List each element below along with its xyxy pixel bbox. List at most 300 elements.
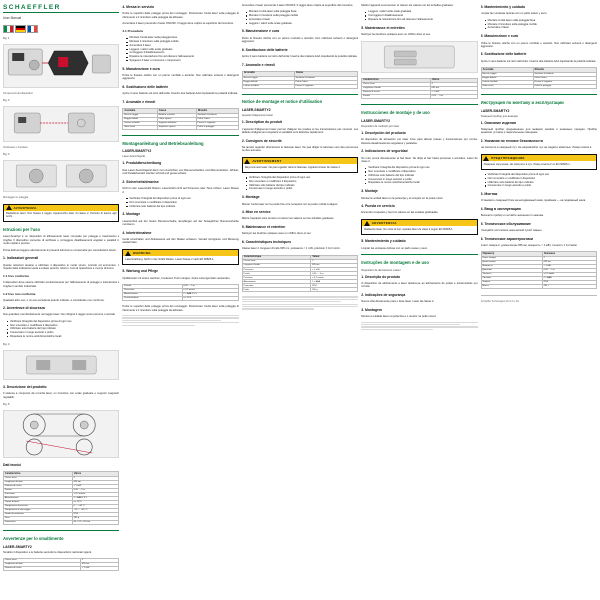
table-cell: Portée <box>242 272 311 276</box>
table-header-cell: Valore <box>72 472 119 477</box>
green-divider-5 <box>361 254 477 255</box>
warning-label-ru: ПРЕДУПРЕЖДЕНИЕ <box>491 156 525 161</box>
pt-title: Instruções de montagem e de uso <box>361 259 429 265</box>
list-item: Verificare l'integrità del dispositivo prima di ogni uso <box>126 197 238 200</box>
table-cell: Nessun raggio <box>481 72 533 76</box>
fault-table <box>122 108 238 130</box>
fr-title: Notice de montage et notice d'utilisation <box>241 99 323 105</box>
table-cell: Longueur d'onde <box>242 264 311 268</box>
col4-table <box>361 78 477 100</box>
table-cell: 2 <box>311 260 358 264</box>
warning-text-fr: Rayonnement laser. Ne pas regarder dans le faisceau. Appareil à laser de classe 2. <box>244 165 341 169</box>
safety-bullet-list <box>3 320 119 339</box>
table-cell: Alimentation <box>242 280 311 284</box>
ru-section-title-6: 6. Технические характеристики <box>480 236 533 241</box>
col5-maint-title: 5. Manutenzione e cura <box>480 34 518 39</box>
laser-receiver-illustration <box>4 107 118 141</box>
ru-section-title-2: 2. Указания по технике безопасности <box>480 138 543 143</box>
table-cell: Precisione <box>4 493 73 497</box>
table-header-cell: Valore <box>430 78 477 83</box>
list-item: Leggere i valori sulle scale graduate <box>126 48 238 51</box>
list-item: Utilizzare solo batterie del tipo indicato <box>365 174 477 177</box>
warning-triangle-icon <box>483 156 489 161</box>
table-cell: Sostituire le batterie <box>533 72 596 76</box>
footer-text: Schaeffler Technologies AG & Co. KG <box>480 300 520 303</box>
table-cell: ± 0,2 mm/m <box>72 493 119 497</box>
table-cell: 0,05 … 5 м <box>542 269 596 273</box>
fr-section-body-6: Classe laser 2, longueur d'onde 635 nm, puissance < 1 mW, précision ± 0,2 mm/m. <box>241 247 341 251</box>
table-cell: 290 g <box>311 288 358 292</box>
es-section-title-1: 1. Descripción del producto <box>361 130 406 135</box>
col3-maint-text: Pulire le finestre ottiche con un panno morbido e asciutto. Non utilizzare solventi o detergenti aggressivi. <box>241 36 359 44</box>
warning-box-fr <box>242 157 358 172</box>
list-item: Rispettare le norme antinfortunistiche locali <box>365 181 477 184</box>
de-section-title-3: 3. Montage <box>122 212 141 217</box>
ru-tech-table <box>481 251 597 289</box>
figure-4 <box>3 350 119 380</box>
table-cell: Ottica sporca <box>157 117 196 121</box>
col4-lead-paragraph: Mettre l'appareil sous tension et relever les valeurs sur les échelles graduées. <box>361 4 454 7</box>
list-item: Spegnere il laser e rimuovere i componenti <box>126 59 238 62</box>
col5-top-title: 5. Mantenimiento y cuidado <box>480 5 526 9</box>
magnet-adjust-illustration <box>4 351 118 379</box>
table-cell: 290 g <box>72 517 119 521</box>
list-item: Verificare l'integrità del dispositivo prima di ogni uso <box>7 320 119 323</box>
es-section-title-5: 5. Mantenimiento y cuidado <box>361 239 406 244</box>
list-item: Accendere il laser <box>485 26 597 29</box>
ru-section-title-3: 3. Монтаж <box>480 192 498 196</box>
col5-battery-text: Aprire il vano batterie sul retro dell'unità. Inserire due batterie AAA rispettando la polarità indicata. <box>480 59 597 63</box>
brand-logo: SCHAEFFLER <box>3 4 119 13</box>
disposal-heading: Avvertenze per lo smaltimento <box>3 535 64 541</box>
fr-section-body-2: Ne jamais regarder directement le faisceau laser. Ne pas diriger le faisceau vers des personnes ou des animaux. <box>241 145 359 153</box>
col2-steps-list <box>122 36 238 62</box>
table-cell: Valori errati <box>123 125 157 129</box>
de-section-title-2: 2. Sicherheitshinweise <box>122 179 159 184</box>
table-cell: Classe laser <box>242 260 311 264</box>
pt-section-title-2: 2. Indicações de segurança <box>361 292 406 297</box>
table-cell: Portata <box>4 489 73 493</box>
list-item: Ripetere la misurazione fino ad ottenere l'allineamento <box>365 18 477 21</box>
table-row <box>242 84 357 88</box>
list-item: Montare il ricevitore sulla puleggia mobile <box>246 14 358 17</box>
language-flags <box>3 25 119 33</box>
table-cell: Sostituire le batterie <box>294 76 357 80</box>
subsection-title-5: 3. Descrizione del prodotto <box>3 384 47 389</box>
warning-text-de: Laserstrahlung. Nicht in den Strahl blicken. Laser Klasse 2 nach EN 60825-1. <box>125 257 215 261</box>
figure-5 <box>3 410 119 458</box>
table-cell: 635 нм <box>542 261 596 265</box>
col2-top-heading: 4. Messa in servizio <box>122 5 155 9</box>
list-item: Accendere il laser <box>246 18 358 21</box>
list-item: Montare l'unità laser sulla puleggia fissa <box>485 19 597 22</box>
col4-maint-title: 5. Maintenance et entretien <box>361 25 405 30</box>
de-section-title-4: 4. Inbetriebnahme <box>122 230 152 235</box>
fr-section-title-3: 3. Montage <box>241 195 260 200</box>
pulley-alignment-illustration <box>4 411 118 457</box>
table-cell: Fissare il supporto <box>294 84 357 88</box>
column-2 <box>122 4 238 597</box>
table-cell: 0 … +45 °C <box>72 505 119 509</box>
warning-header-es <box>362 220 476 226</box>
col2-note-text: Pulire le finestre ottiche con un panno morbido e asciutto. Non utilizzare solventi o detergenti aggressivi. <box>122 73 239 81</box>
table-cell: Lunghezza d'onda <box>362 87 431 91</box>
product-code-it: LASER-SMARTY2 <box>3 544 32 549</box>
col2-steps-title: 4.1 Procedura <box>122 29 143 34</box>
column-5 <box>481 4 597 597</box>
table-cell: Batterie scariche <box>157 113 196 117</box>
list-item: Non smontare o modificare il dispositivo <box>485 177 597 180</box>
table-cell: Диапазон <box>481 269 542 273</box>
table-cell: Grado di protezione <box>4 513 73 517</box>
table-cell: Fissare il supporto <box>196 121 238 125</box>
table-cell: 635 nm <box>311 264 358 268</box>
table-cell: Fissare il supporto <box>533 80 596 84</box>
fr-section-title-2: 2. Consignes de sécurité <box>241 138 282 143</box>
green-divider-3 <box>242 94 358 95</box>
list-item: Conservare in luogo asciutto e pulito <box>485 184 597 187</box>
ru-section-body-4: Включите прибор и считайте значения по шкалам. <box>480 214 544 218</box>
flag-fr-icon <box>27 25 38 33</box>
es-bullet-list <box>361 166 477 185</box>
warning-triangle-icon <box>244 159 250 164</box>
table-cell: Potenza di uscita <box>4 485 73 489</box>
ru-section-body-3: Установите лазерный блок на неподвижный шкив, приёмник — на подвижный шкив. <box>480 199 586 203</box>
table-cell: IP54 <box>542 281 596 285</box>
table-cell: IP54 <box>311 284 358 288</box>
subsection-title-1: 1. Indicazioni generali <box>3 256 39 261</box>
col2-paragraph-2: Accendere il laser premendo il tasto ON/OFF. Il raggio deve colpire la superficie del ricevitore. <box>122 22 234 26</box>
list-item: Leggere i valori sulle scale graduate <box>365 10 477 13</box>
list-item: Rispettare le norme antinfortunistiche locali <box>7 335 119 338</box>
fr-section-body-5: Nettoyer les fenêtres optiques avec un chiffon doux et sec. <box>241 232 312 236</box>
warning-text: Radiazione laser. Non fissare il raggio. Apparecchio laser di classe 2. Pericolo di lesioni agli occhi. <box>6 212 117 219</box>
table-header-cell: Anomalia <box>123 109 157 114</box>
table-row <box>4 567 119 571</box>
table-cell: Alimentazione <box>4 497 73 501</box>
table-header-cell: Rimedio <box>533 68 596 73</box>
warning-triangle-icon <box>6 205 12 210</box>
fr-section-title-5: 5. Maintenance et entretien <box>241 224 286 229</box>
warning-triangle-icon <box>125 251 131 256</box>
col2-closing-paragraph: Pulire le superfici delle pulegge prima del montaggio. Posizionare l'unità laser sulla puleggia di riferimento e il ricevitore sulla puleggia da allineare. <box>122 305 239 312</box>
fr-tech-table <box>242 255 358 293</box>
figure-2 <box>3 106 119 142</box>
table-cell: Pulire la puleggia <box>196 125 238 129</box>
table-cell: Lunghezza d'onda <box>4 481 73 485</box>
subsection-title-4: 2. Avvertenze di sicurezza <box>3 306 45 311</box>
subsection-body-1: Queste istruzioni aiutano a utilizzare il dispositivo in modo sicuro, corretto ed economico. Il rispetto delle indicazioni aiuta a evitare pericoli, ridurre i costi di riparazione e i tempi di fermo. <box>3 263 120 271</box>
table-row <box>481 285 596 289</box>
list-item: Non smontare o modificare il dispositivo <box>246 180 358 183</box>
col4-top-list <box>361 10 477 21</box>
de-section-body-5: Optikfenster mit einem weichen, trockenen Tuch reinigen. Keine Lösungsmittel verwenden. <box>122 276 231 280</box>
subsection-body-2: Il dispositivo deve essere utilizzato esclusivamente per l'allineamento di pulegge e trasmissioni a cinghia in ambito industriale. <box>3 281 120 288</box>
table-cell: −20 … +60 °C <box>72 509 119 513</box>
table-cell: Temperatura d'esercizio <box>4 505 73 509</box>
disposal-text: Smaltire il dispositivo e le batterie secondo le disposizioni nazionali vigenti. <box>3 550 92 554</box>
col3-lead-paragraph: Accendere il laser premendo il tasto ON/OFF. Il raggio deve colpire la superficie del ricevitore. <box>241 4 354 7</box>
figure-3 <box>3 160 119 192</box>
disposal-table <box>3 558 119 571</box>
table-cell: Lettura instabile <box>123 121 157 125</box>
table-cell: Potenza di uscita <box>4 567 81 571</box>
ru-section-body-5: Очищайте оптические окна мягкой сухой тканью. <box>480 229 543 233</box>
fr-section-body-4: Mettre l'appareil sous tension et relever les valeurs sur les échelles graduées. <box>241 217 335 221</box>
ru-section-body-2: Не смотрите в лазерный луч. Не направляйте луч на людей и животных. Лазер класса 2. <box>480 146 592 150</box>
ru-bullet-list <box>481 173 597 188</box>
list-item: Verificare l'integrità del dispositivo prima di ogni uso <box>365 166 477 169</box>
table-cell: 2 <box>542 257 596 261</box>
table-cell: Lettura instabile <box>242 84 294 88</box>
device-overview-illustration <box>4 45 118 87</box>
fr-bullet-list <box>242 176 358 191</box>
table-cell: Protection <box>242 284 311 288</box>
de-title: Montageanleitung und Betriebsanleitung <box>122 140 204 146</box>
col3-battery-text: Aprire il vano batterie sul retro dell'unità. Inserire due batterie AAA rispettando la polarità indicata. <box>241 55 358 59</box>
table-cell: ± 0,2 мм/м <box>542 273 596 277</box>
de-section-title-5: 5. Wartung und Pflege <box>122 269 159 274</box>
table-cell: Класс лазера <box>481 257 542 261</box>
de-tech-table <box>122 284 238 301</box>
table-cell: < 1 mW <box>430 91 477 95</box>
table-cell: ca. 20 h <box>182 297 238 301</box>
list-item: Correggere il disallineamento <box>126 51 238 54</box>
column-1 <box>3 4 119 597</box>
table-cell: Масса <box>481 285 542 289</box>
warning-box-de <box>122 249 238 264</box>
green-divider-2 <box>122 135 238 136</box>
table-cell: Длина волны <box>481 261 542 265</box>
figure-label-1: Fig. 1 <box>3 37 10 40</box>
column-3 <box>242 4 358 597</box>
ru-section-body-1: Лазерный прибор предназначен для выверки шкивов и ременных передач. Прибор выявляет угловое и параллельное смещение. <box>480 127 598 135</box>
col2-battery-text: Aprire il vano batterie sul retro dell'unità. Inserire due batterie AAA rispettando la polarità indicata. <box>122 92 238 96</box>
fr-section-title-6: 6. Caractéristiques techniques <box>241 239 291 244</box>
table-cell: Durata batterie <box>123 297 182 301</box>
list-item: Utilizzare solo batterie del tipo indicato <box>485 181 597 184</box>
warning-box-ru <box>481 154 597 169</box>
table-header-cell: Caratteristica <box>362 78 431 83</box>
es-subtitle: Dispositivo de medición por láser <box>361 124 400 128</box>
list-item: Conservare in luogo asciutto e pulito <box>246 187 358 190</box>
table-cell: 635 nm <box>72 481 119 485</box>
ru-section-title-5: 5. Техническое обслуживание <box>480 221 531 226</box>
table-cell: Lunghezza d'onda <box>4 563 81 567</box>
table-cell: 2 × AAA 1,5 V <box>72 497 119 501</box>
table-cell: 0,05 … 5 m <box>182 285 238 289</box>
table-cell: 2 × AAA <box>311 280 358 284</box>
warning-header <box>4 205 118 211</box>
table-cell: 2 <box>72 477 119 481</box>
table-cell: 2 <box>430 83 477 87</box>
table-cell: Precisione <box>123 289 182 293</box>
table-cell: Pulire l'ottica <box>294 80 357 84</box>
table-cell: 635 nm <box>81 563 119 567</box>
col5-battery-title: 6. Sostituzione delle batterie <box>480 52 527 57</box>
col2-note-title: 5. Manutenzione e cura <box>122 66 160 71</box>
battery-compartment-illustration <box>362 42 476 72</box>
pt-section-title-1: 1. Descrição do produto <box>361 274 401 279</box>
list-item: Montare l'unità laser sulla puleggia fissa <box>126 36 238 39</box>
table-cell: Supporto allentato <box>157 121 196 125</box>
table-cell: Alimentazione <box>123 293 182 297</box>
col5-maint-text: Pulire le finestre ottiche con un panno morbido e asciutto. Non utilizzare solventi o detergenti aggressivi. <box>480 41 598 48</box>
col2-filler-text <box>122 315 238 327</box>
subsection-body-4: Non guardare mai direttamente nel raggio laser. Non dirigere il raggio verso persone o animali. <box>3 313 116 317</box>
col3-filler-text <box>242 296 358 310</box>
es-title: Instrucciones de montaje y de uso <box>361 109 430 115</box>
subsection-title-3: 1.2 Uso non conforme <box>3 291 36 296</box>
warning-triangle-icon <box>364 221 370 226</box>
list-item: Correggere il disallineamento <box>365 14 477 17</box>
es-section-body-3: Montar la unidad láser en la polea fija y el receptor en la polea móvil. <box>361 196 444 200</box>
table-cell: Raggio debole <box>481 76 533 80</box>
intro-paragraph-2: Prima dell'uso leggere attentamente le presenti istruzioni e conservarle per consultazioni future. <box>3 248 117 252</box>
table-row <box>4 521 119 525</box>
document-type: User Manual <box>3 16 22 20</box>
es-section-body-5: Limpiar las ventanas ópticas con un paño suave y seco. <box>361 246 428 250</box>
pt-section-body-3: Montar a unidade laser na polia fixa e o recetor na polia móvel. <box>361 315 437 319</box>
col5-top-text: Limpiar las ventanas ópticas con un paño suave y seco. <box>480 12 548 16</box>
table-cell: Pulire l'ottica <box>196 117 238 121</box>
col2-battery-title: 6. Sostituzione delle batterie <box>122 84 169 89</box>
table-cell: Poids <box>242 288 311 292</box>
table-cell: < 1 mW <box>81 567 119 571</box>
table-cell: Portata <box>123 285 182 289</box>
de-section-body-4: Gerät einschalten und Ablesewerte auf den Skalen erfassen. Versatz korrigieren und Messung wiederholen. <box>122 237 239 245</box>
mounting-illustration <box>4 161 118 191</box>
figure-label-3: Fig. 3 <box>3 153 10 156</box>
table-cell: 635 nm <box>430 87 477 91</box>
table-cell: Мощность <box>481 265 542 269</box>
table-header-cell: Caratteristica <box>4 472 73 477</box>
ru-section-body-6: Класс лазера 2, длина волны 635 нм, мощность < 1 мВт, точность ± 0,2 мм/м. <box>480 243 578 247</box>
table-cell: Classe laser <box>4 477 73 481</box>
table-cell: ca. 20 h <box>72 501 119 505</box>
table-cell: Lettura instabile <box>481 80 533 84</box>
table-row <box>242 288 357 292</box>
pt-section-title-3: 3. Montagem <box>361 307 382 312</box>
table-header-cell: Rimedio <box>196 109 238 114</box>
table-header-cell: Valeur <box>311 255 358 260</box>
table-header-cell: Значение <box>542 252 596 257</box>
list-item: Conservare in luogo asciutto e pulito <box>7 331 119 334</box>
list-item: Utilizzare solo batterie del tipo indicato <box>7 327 119 330</box>
de-section-title-1: 1. Produktbeschreibung <box>122 161 162 166</box>
de-section-body-1: Das Laser-Ausrichtgerät dient zum Ausrichten von Riemenscheiben und Riementrieben. Winkel- und Parallelversatz werden schnell und genau erfasst. <box>122 168 239 176</box>
table-cell: Питание <box>481 277 542 281</box>
table-cell: Pulire l'ottica <box>533 76 596 80</box>
warning-label: AVVERTENZA <box>13 205 37 210</box>
green-divider-6 <box>481 94 597 95</box>
warning-label-de: WARNUNG <box>132 251 151 256</box>
col2-faults-title: 7. Anomalie e rimedi <box>122 99 156 104</box>
fr-subtitle: Appareil d'alignement laser <box>241 114 274 118</box>
fr-section-title-4: 4. Mise en service <box>241 210 271 215</box>
table-cell: 0,05 … 5 m <box>311 272 358 276</box>
flag-de-icon <box>15 25 26 33</box>
col3-maint-title: 5. Manutenzione e cura <box>241 29 280 34</box>
table-cell: Classe laser <box>362 83 431 87</box>
ru-section-title-1: 1. Описание изделия <box>480 120 516 125</box>
col5-small-table <box>481 67 597 89</box>
col4-maint-text: Nettoyer les fenêtres optiques avec un chiffon doux et sec. <box>361 33 431 37</box>
list-item: Verificare l'integrità del dispositivo prima di ogni uso <box>246 176 358 179</box>
table-header-cell: Causa <box>157 109 196 114</box>
table-cell: Dimensioni <box>4 521 73 525</box>
table-cell: 290 г <box>542 285 596 289</box>
ru-product-code: LASER-SMARTY2 <box>480 108 510 113</box>
list-item: Ripetere la misurazione fino ad ottenere l'allineamento <box>126 55 238 58</box>
table-cell: Puissance <box>242 268 311 272</box>
table-row <box>481 84 596 88</box>
table-cell: Peso <box>4 517 73 521</box>
table-cell: Sostituire le batterie <box>196 113 238 117</box>
warning-label-es: ADVERTENCIA <box>371 221 397 226</box>
list-item: Accendere il laser <box>126 44 238 47</box>
col5-top-list <box>481 19 597 30</box>
table-cell: 0,05 … 5 m <box>430 95 477 99</box>
table-cell: IP54 <box>72 513 119 517</box>
table-cell: Valori errati <box>481 84 533 88</box>
subsection-title-2: 1.1 Uso conforme <box>3 274 29 279</box>
table-cell: Pulire la puleggia <box>533 84 596 88</box>
col3-battery-title: 6. Sostituzione delle batterie <box>241 47 288 52</box>
fr-product-code: LASER-SMARTY2 <box>241 108 271 113</box>
list-item: Non smontare o modificare il dispositivo <box>365 170 477 173</box>
table-cell: 2 × AAA <box>542 277 596 281</box>
intro-paragraph-1: Laser-Smarty2 è un dispositivo di allineamento laser compatto per pulegge e trasmissioni a cinghia. Il dispositivo consente di verificare e correggere disallineamenti angolari e paralleli in modo rapido e preciso. <box>3 235 120 246</box>
table-cell: Portata <box>362 95 431 99</box>
list-item: Montare il ricevitore sulla puleggia mobile <box>485 23 597 26</box>
table-cell: 2 × AAA 1,5 V <box>182 293 238 297</box>
table-header-cell: Caractéristique <box>242 255 311 260</box>
de-subtitle: Laser-Ausrichtgerät <box>122 155 146 159</box>
figure-9 <box>361 41 477 73</box>
table-cell: Temperatura di stoccaggio <box>4 509 73 513</box>
es-section-title-3: 3. Montaje <box>361 189 378 194</box>
es-section-body-2: No mire nunca directamente al haz láser. No dirija el haz hacia personas o animales. Láser de clase 2. <box>361 156 478 163</box>
flag-it-icon <box>3 25 14 33</box>
list-item: Verificare l'integrità del dispositivo prima di ogni uso <box>485 173 597 176</box>
table-cell: Précision <box>242 276 311 280</box>
table-cell: Nessun raggio <box>123 113 157 117</box>
subsection-body-3: Qualsiasi altro uso, o un uso eccedente quanto indicato, è considerato non conforme. <box>3 298 105 302</box>
fr-section-body-3: Monter l'unité laser sur la poulie fixe et le récepteur sur la poulie mobile à aligner. <box>241 202 339 206</box>
fr-section-body-1: L'appareil d'alignement laser permet d'aligner les poulies et les transmissions par courroie. Les défauts d'alignement angulaire et parallèle sont détectés rapidement. <box>241 127 359 135</box>
warning-header-ru <box>482 155 596 161</box>
figure-label-4: Fig. 4 <box>3 342 10 346</box>
section-title-it: Istruzioni per l'uso <box>3 226 41 232</box>
table-cell: ± 0,2 mm/m <box>311 276 358 280</box>
warning-header-fr <box>243 158 357 164</box>
table-row <box>123 297 238 301</box>
figure-2-caption: Unità laser e ricevitore <box>3 146 28 149</box>
table-cell: Защита <box>481 281 542 285</box>
table-cell: Nessun raggio <box>242 76 294 80</box>
warning-box-es <box>361 219 477 234</box>
warning-text-ru: Лазерное излучение. Не смотрите в луч. Лазер класса 2 по EN 60825-1. <box>483 162 571 166</box>
list-item: Leggere i valori sulle scale graduate <box>246 22 358 25</box>
figure-1-caption: Componenti del dispositivo <box>3 92 33 95</box>
pt-subtitle: Dispositivo de alinhamento a laser <box>361 268 401 272</box>
list-item: Utilizzare solo batterie del tipo indicato <box>126 205 238 208</box>
table-cell: Potenza di uscita <box>362 91 431 95</box>
col3-top-list <box>242 10 358 25</box>
col3-faults-title: 7. Anomalie e rimedi <box>241 62 275 67</box>
es-product-code: LASER-SMARTY2 <box>361 118 391 123</box>
